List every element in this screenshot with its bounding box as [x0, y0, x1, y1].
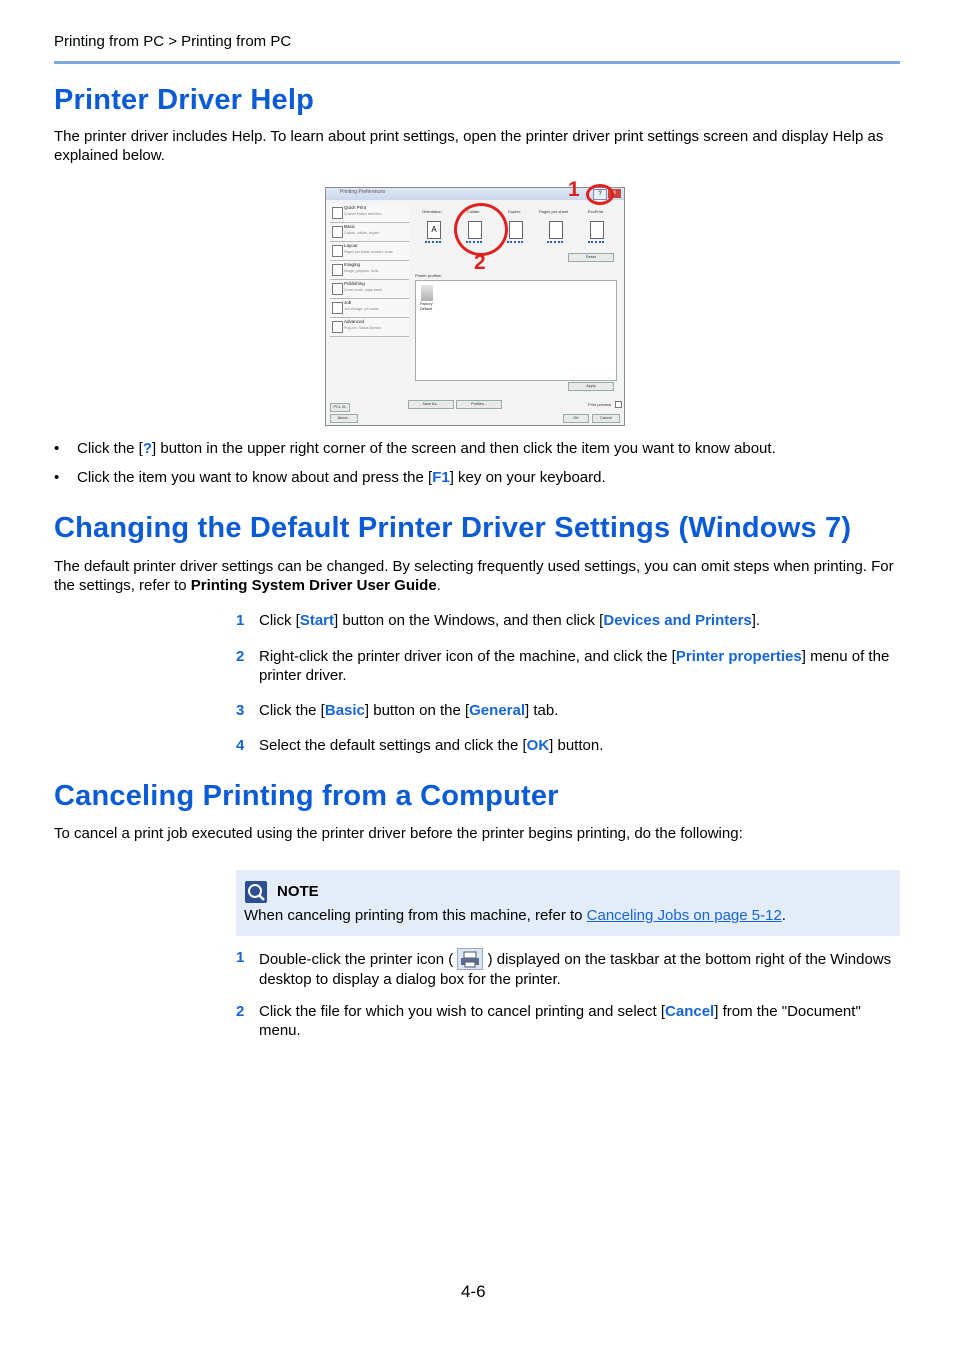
- key-f1: F1: [432, 469, 450, 486]
- sidebar-item-label: Imaging: [344, 262, 361, 267]
- callout-ring-help: [586, 184, 614, 205]
- page-number: 4-6: [461, 1282, 486, 1301]
- profile-icon: [421, 285, 433, 301]
- column-collate: Collate: [467, 209, 480, 214]
- step-number: 4: [236, 737, 245, 754]
- dialog-title: Printing Preferences: [340, 189, 386, 195]
- sidebar-item-job[interactable]: [330, 299, 409, 318]
- profiles-button[interactable]: Profiles...: [456, 400, 502, 409]
- section-intro: The printer driver includes Help. To learn about print settings, open the printer driver print settings screen and display Help as explained below.: [54, 128, 884, 164]
- quick-print-icon: [332, 207, 343, 219]
- duplex-icon[interactable]: [509, 221, 523, 239]
- key-ok: OK: [526, 737, 550, 754]
- sidebar-item-sub: Custom button selection: [344, 212, 382, 216]
- step-text: [259, 1002, 900, 1040]
- breadcrumb: Printing from PC > Printing from PC: [54, 33, 292, 50]
- sidebar-item-label: Publishing: [344, 281, 365, 286]
- step-number: 1: [236, 612, 245, 629]
- save-as-button[interactable]: Save As...: [408, 400, 454, 409]
- sidebar-item-basic[interactable]: [330, 223, 409, 242]
- text: Click the [: [77, 440, 143, 457]
- key-start: Start: [299, 612, 335, 629]
- key-printer-properties: Printer properties: [675, 648, 802, 665]
- sidebar-item-layout[interactable]: [330, 242, 409, 261]
- sidebar-item-label: Job: [344, 300, 352, 305]
- section-intro: To cancel a print job executed using the printer driver before the printer begins printing, do the following:: [54, 825, 743, 842]
- text: .: [436, 577, 441, 594]
- column-orientation: Orientation: [422, 209, 442, 214]
- orientation-options: [425, 241, 441, 246]
- profile-factory-default[interactable]: Factory Default: [420, 302, 433, 311]
- key-cancel: Cancel: [665, 1003, 715, 1020]
- ecoprint-icon[interactable]: [590, 221, 604, 239]
- text: Double-click the printer icon (: [259, 951, 454, 968]
- step-number: 1: [236, 949, 245, 966]
- step-text: [259, 647, 900, 685]
- column-duplex: Duplex: [508, 209, 521, 214]
- profiles-list[interactable]: [415, 280, 617, 381]
- settings-sidebar: [330, 204, 409, 337]
- key-basic: Basic: [324, 702, 365, 719]
- sidebar-item-sub: Copies, collate, duplex: [344, 231, 380, 235]
- step-number: 2: [236, 648, 245, 665]
- canceling-jobs-link[interactable]: Canceling Jobs on page 5-12: [586, 907, 782, 924]
- apply-button[interactable]: Apply: [568, 382, 614, 391]
- note-text: [244, 907, 786, 924]
- step-text: [259, 736, 900, 755]
- section-title-changing-defaults: Changing the Default Printer Driver Settings (Windows 7): [54, 512, 852, 544]
- text: ] button on the [: [364, 702, 470, 719]
- sidebar-item-sub: Plug-ins, Status Monitor: [344, 326, 382, 330]
- step-number: 3: [236, 702, 245, 719]
- layout-icon: [332, 245, 343, 257]
- callout-number-1: 1: [568, 178, 580, 201]
- column-pages-per-sheet: Pages per sheet: [539, 209, 569, 214]
- text: .: [781, 907, 786, 924]
- key-general: General: [469, 702, 526, 719]
- sidebar-item-advanced[interactable]: [330, 318, 409, 337]
- text: Click the file for which you wish to cancel printing and select [: [259, 1003, 666, 1020]
- close-button[interactable]: x: [608, 189, 621, 198]
- callout-number-2: 2: [474, 251, 486, 274]
- help-button[interactable]: ?: [593, 189, 607, 200]
- bullet-dot: •: [54, 440, 60, 457]
- basic-icon: [332, 226, 343, 238]
- sidebar-item-sub: Job storage, job name: [344, 307, 379, 311]
- cancel-button[interactable]: Cancel: [592, 414, 620, 423]
- note-icon: [245, 881, 267, 903]
- section-title-canceling-printing: Canceling Printing from a Computer: [54, 780, 559, 812]
- pcl-label: PCL XL: [330, 403, 350, 412]
- step-text: [259, 948, 900, 989]
- duplex-options: [507, 241, 523, 246]
- text: When canceling printing from this machine, refer to: [244, 907, 587, 924]
- callout-ring-collate: [454, 203, 508, 256]
- ok-button[interactable]: OK: [563, 414, 589, 423]
- sidebar-item-label: Advanced: [344, 319, 365, 324]
- section-title-printer-driver-help: Printer Driver Help: [54, 84, 315, 116]
- note-title: NOTE: [277, 883, 319, 900]
- text: ] button in the upper right corner of the screen and then click the item you want to know about.: [152, 440, 776, 457]
- bullet-dot: •: [54, 469, 60, 486]
- text: Click [: [259, 612, 300, 629]
- sidebar-item-quick-print[interactable]: [330, 204, 409, 223]
- quick-print-panel: [412, 204, 620, 404]
- sidebar-item-publishing[interactable]: [330, 280, 409, 299]
- job-icon: [332, 302, 343, 314]
- text: Right-click the printer driver icon of the machine, and click the [: [259, 648, 676, 665]
- reset-button[interactable]: Reset: [568, 253, 614, 262]
- publishing-icon: [332, 283, 343, 295]
- sidebar-item-sub: Cover mode, page insert: [344, 288, 383, 292]
- orientation-icon[interactable]: A: [427, 221, 441, 239]
- print-preview-checkbox[interactable]: [615, 401, 622, 408]
- section-intro: [54, 557, 900, 595]
- note-box: [236, 870, 900, 936]
- print-preview-label: Print preview: [588, 402, 612, 407]
- text: ] tab.: [525, 702, 559, 719]
- text: The default printer driver settings can be changed. By selecting frequently used settings, you can omit steps when printing. For the settings, refer to: [54, 558, 894, 594]
- step-number: 2: [236, 1003, 245, 1020]
- text: ] menu of the printer driver.: [259, 648, 890, 684]
- sidebar-item-imaging[interactable]: [330, 261, 409, 280]
- imaging-icon: [332, 264, 343, 276]
- text: ] key on your keyboard.: [449, 469, 606, 486]
- text: ) displayed on the taskbar at the bottom right of the Windows desktop to display a dialog box for the printer.: [259, 951, 892, 988]
- sidebar-item-sub: Image, graphics, fonts: [344, 269, 379, 273]
- step-text: [259, 701, 900, 720]
- profiles-label: Printer profiles:: [415, 273, 442, 278]
- header-rule: [54, 61, 900, 64]
- sidebar-item-label: Quick Print: [344, 205, 367, 210]
- text: ] from the "Document" menu.: [259, 1003, 861, 1039]
- about-button[interactable]: About...: [330, 414, 358, 423]
- text: Select the default settings and click the [: [259, 737, 527, 754]
- text: Click the item you want to know about and press the [: [77, 469, 433, 486]
- text: ] button on the Windows, and then click [: [334, 612, 604, 629]
- advanced-icon: [332, 321, 343, 333]
- bullet-text: [77, 440, 776, 457]
- text: Click the [: [259, 702, 325, 719]
- key-help: ?: [142, 440, 153, 457]
- text: ].: [751, 612, 761, 629]
- sidebar-item-sub: Pages per sheet, booklet, scale: [344, 250, 393, 254]
- ecoprint-options: [588, 241, 604, 246]
- bullet-text: [77, 469, 606, 486]
- column-ecoprint: EcoPrint: [588, 209, 604, 214]
- pages-per-sheet-icon[interactable]: [549, 221, 563, 239]
- sidebar-item-label: Basic: [344, 224, 356, 229]
- printer-tray-icon: [457, 948, 483, 970]
- pages-per-sheet-options: [547, 241, 563, 246]
- text: ] button.: [549, 737, 604, 754]
- sidebar-item-label: Layout: [344, 243, 358, 248]
- step-text: [259, 611, 900, 630]
- guide-reference: Printing System Driver User Guide: [190, 577, 437, 594]
- key-devices-and-printers: Devices and Printers: [603, 612, 752, 629]
